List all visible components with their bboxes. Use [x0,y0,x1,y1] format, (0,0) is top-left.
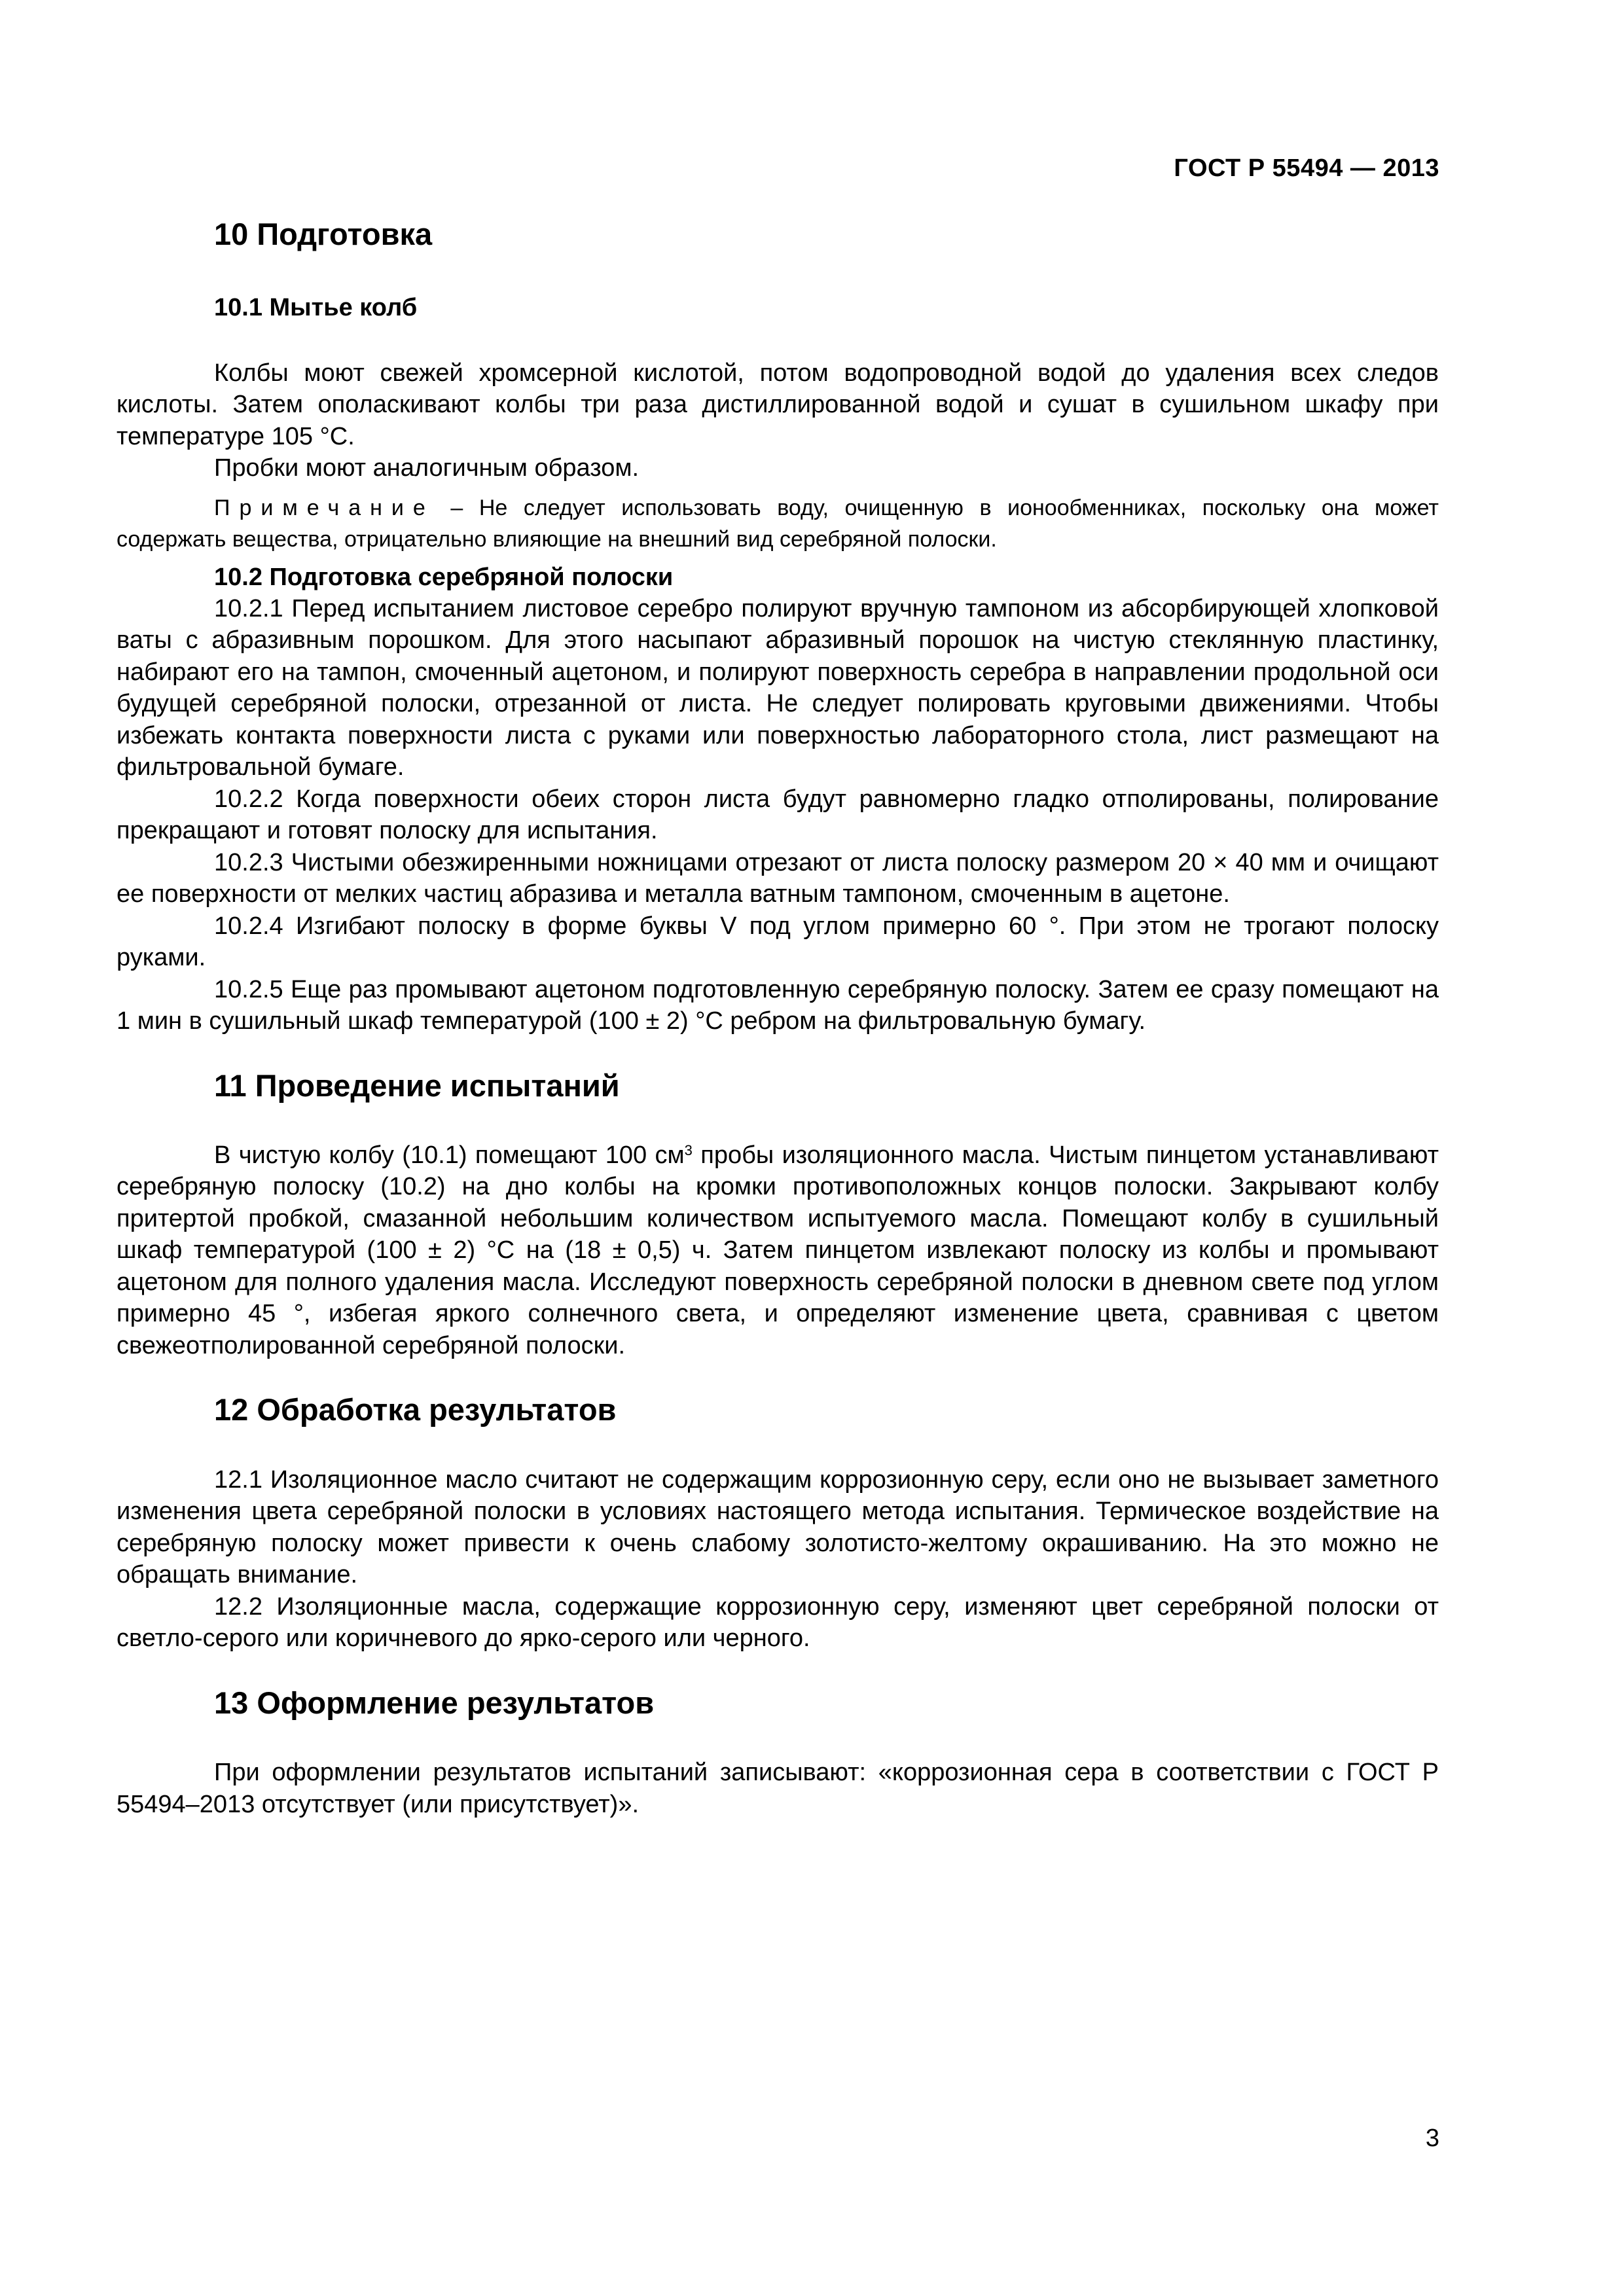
section-11-title: 11 Проведение испытаний [214,1067,620,1103]
paragraph-10-1-washing: Колбы моют свежей хромсерной кислотой, потом водопроводной водой до удаления всех следов кислоты. Затем ополаскивают колбы три раза дистиллированной водой и сушат в сушильном шкафу при температуре 105 °С. [117,359,1439,450]
note-10-1 [117,492,1439,555]
paragraph-10-2-5: 10.2.5 Еще раз промывают ацетоном подготовленную серебряную полоску. Затем ее сразу помещают на 1 мин в сушильный шкаф температурой (100 ± 2) °С ребром на фильтровальную бумагу. [117,975,1439,1035]
section-12-title: 12 Обработка результатов [214,1392,617,1427]
paragraph-10-2-4: 10.2.4 Изгибают полоску в форме буквы V под углом примерно 60 °. При этом не трогают полоску руками. [117,912,1439,972]
paragraph-10-2-3: 10.2.3 Чистыми обезжиренными ножницами отрезают от листа полоску размером 20 × 40 мм и очищают ее поверхности от мелких частиц абразива и металла ватным тампоном, смоченным в ацетоне. [117,848,1439,908]
subsection-10-1-title: 10.1 Мытье колб [214,294,418,322]
subsection-10-2-title: 10.2 Подготовка серебряной полоски [214,563,674,591]
note-label: Примечание [214,495,435,520]
procedure-text-start: В чистую колбу (10.1) помещают 100 см [214,1141,685,1169]
page-body [117,216,1439,1820]
note-text: – Не следует использовать воду, очищенную в ионообменниках, поскольку она может содержать вещества, отрицательно влияющие на внешний вид серебряной полоски. [117,495,1439,552]
paragraph-10-2-2: 10.2.2 Когда поверхности обеих сторон листа будут равномерно гладко отполированы, полирование прекращают и готовят полоску для испытания. [117,785,1439,845]
section-10-title: 10 Подготовка [214,217,433,251]
paragraph-13-1: При оформлении результатов испытаний записывают: «коррозионная сера в соответствии с ГОСТ Р 55494–2013 отсутствует (или присутствует)». [117,1759,1439,1818]
document-code: ГОСТ Р 55494 — 2013 [1174,154,1439,182]
paragraph-11-procedure [117,1139,1439,1362]
paragraph-12-2: 12.2 Изоляционные масла, содержащие коррозионную серу, изменяют цвет серебряной полоски от светло-серого или коричневого до ярко-серого или черного. [117,1592,1439,1653]
page-number: 3 [1425,2125,1439,2152]
procedure-text-rest: пробы изоляционного масла. Чистым пинцетом устанавливают серебряную полоску (10.2) на дно колбы на кромки противоположных концов полоски. Закрывают колбу притертой пробкой, смазанной небольшим количеством испытуемого масла. Помещают колбу в сушильный шкаф температурой (100 ± 2) °С на (18 ± 0,5) ч. Затем пинцетом извлекают полоску из колбы и промывают ацетоном для полного удаления масла. Исследуют поверхность серебряной полоски в дневном свете под углом примерно 45 °, избегая яркого солнечного света, и определяют изменение цвета, сравнивая с цветом свежеотполированной серебряной полоски. [117,1141,1439,1359]
section-13-title: 13 Оформление результатов [214,1685,655,1720]
paragraph-10-1-stoppers: Пробки моют аналогичным образом. [214,454,640,482]
paragraph-12-1: 12.1 Изоляционное масло считают не содержащим коррозионную серу, если оно не вызывает заметного изменения цвета серебряной полоски в условиях настоящего метода испытания. Термическое воздействие на серебряную полоску может привести к очень слабому золотисто-желтому окрашиванию. На это можно не обращать внимание. [117,1465,1439,1589]
cubic-superscript: 3 [684,1141,693,1158]
paragraph-10-2-1: 10.2.1 Перед испытанием листовое серебро полируют вручную тампоном из абсорбирующей хлопковой ваты с абразивным порошком. Для этого насыпают абразивный порошок на чистую стеклянную пластинку, набирают его на тампон, смоченный ацетоном, и полируют поверхность серебра в направлении продольной оси будущей серебряной полоски, отрезанной от листа. Не следует полировать круговыми движениями. Чтобы избежать контакта поверхности листа с руками или поверхностью лабораторного стола, лист размещают на фильтровальной бумаге. [117,594,1439,781]
